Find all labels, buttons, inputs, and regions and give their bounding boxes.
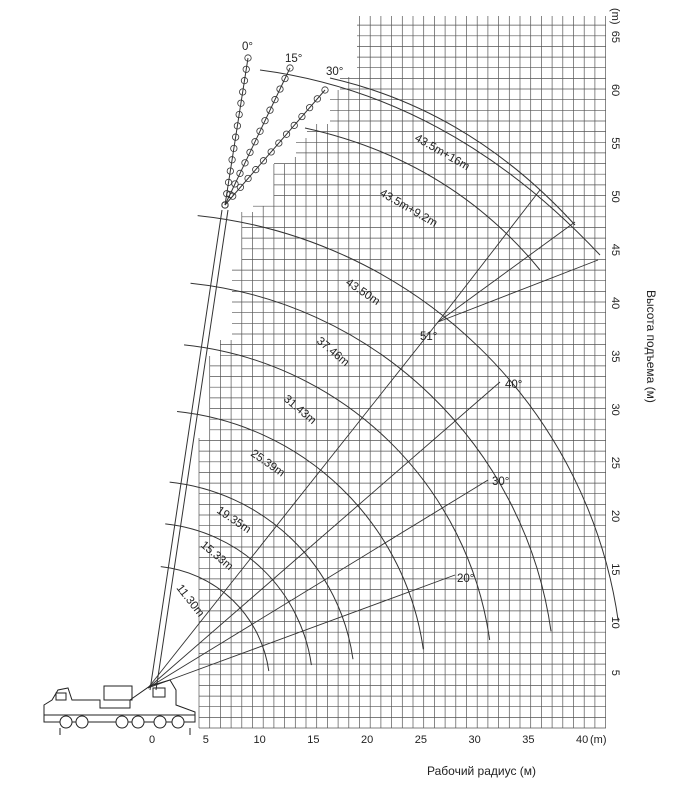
y-tick-label: 20 (609, 510, 621, 523)
x-axis-ticks (149, 734, 588, 746)
y-tick-label: 30 (609, 403, 621, 416)
angle-ray (148, 575, 455, 688)
x-axis-unit: (m) (590, 734, 607, 746)
truck-crane-icon (44, 680, 195, 735)
boom-curves (148, 70, 618, 688)
boom-label-31.43: 31.43m (281, 393, 319, 427)
angle-label-30: 30° (492, 476, 510, 488)
y-tick-label: 50 (609, 190, 621, 203)
y-axis-unit: (m) (609, 8, 621, 25)
x-tick-label: 10 (253, 734, 266, 746)
y-tick-label: 55 (609, 137, 621, 150)
angle-ray (148, 382, 500, 688)
y-tick-label: 5 (609, 669, 621, 676)
x-tick-label: 20 (361, 734, 374, 746)
boom-label-19.35: 19.35m (214, 504, 253, 536)
x-tick-label: 35 (522, 734, 535, 746)
angle-label-20: 20° (457, 573, 475, 585)
y-tick-label: 15 (609, 563, 621, 576)
main-boom (150, 210, 222, 690)
x-axis-title: Рабочий радиус (м) (427, 764, 537, 778)
x-tick-label: 15 (307, 734, 320, 746)
boom-label-43.50: 43.50m (343, 276, 382, 308)
jib-angle-labels (242, 41, 343, 78)
y-tick-label: 25 (609, 456, 621, 469)
jib-angle-15: 15° (285, 53, 303, 65)
angle-label-51: 51° (420, 331, 438, 343)
main-boom (156, 210, 228, 690)
y-tick-label: 35 (609, 350, 621, 363)
y-axis-title: Высота подъема (м) (644, 290, 658, 403)
jib-angle-0: 0° (242, 41, 253, 53)
jib-fan-ray (438, 222, 575, 322)
boom-length-arc (184, 345, 490, 640)
y-tick-label: 10 (609, 616, 621, 629)
boom-label-37.46: 37.46m (314, 335, 352, 369)
x-tick-label: 0 (149, 734, 156, 746)
y-tick-label: 65 (609, 30, 621, 43)
jib (222, 87, 328, 208)
boom-drawing (150, 55, 328, 690)
boom-label-25.39: 25.39m (248, 447, 287, 480)
y-tick-label: 60 (609, 84, 621, 97)
x-tick-label: 30 (468, 734, 481, 746)
boom-label-43.5-9.2: 43.5m+9.2m (377, 187, 440, 230)
x-tick-label: 25 (414, 734, 427, 746)
boom-label-15.33: 15.33m (198, 539, 236, 573)
boom-length-arc (177, 412, 423, 650)
angle-label-40: 40° (505, 379, 523, 391)
jib (222, 55, 251, 208)
boom-length-arc (170, 482, 353, 659)
x-tick-label: 40 (576, 734, 589, 746)
boom-label-43.5-16: 43.5m+16m (412, 132, 472, 174)
x-tick-label: 5 (202, 734, 209, 746)
y-tick-label: 45 (609, 243, 621, 256)
y-tick-label: 40 (609, 297, 621, 310)
jib-angle-30: 30° (326, 66, 344, 78)
chart-grid (199, 16, 606, 728)
boom-label-11.30: 11.30m (173, 582, 207, 620)
boom-length-labels (173, 132, 475, 620)
